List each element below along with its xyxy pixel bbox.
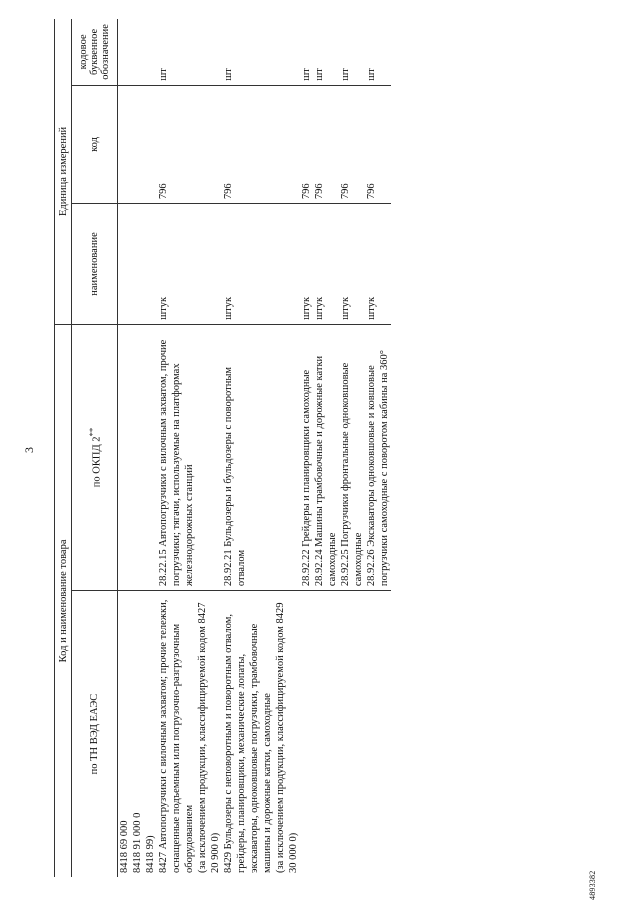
- header-unit-name: наименование: [72, 204, 118, 325]
- okpd-cell: 28.92.22 Грейдеры и планировщики самоходные: [300, 324, 313, 590]
- table-row: [222, 19, 300, 877]
- unit-letter-cell: шт: [222, 19, 300, 85]
- unit-letter-cell: шт: [157, 19, 222, 85]
- header-tn-ved: по ТН ВЭД ЕАЭС: [72, 591, 118, 877]
- header-group-goods: Код и наименование товара: [55, 324, 72, 877]
- tnved-cell: [365, 591, 391, 877]
- okpd-cell: 28.22.15 Автопогрузчики с вилочным захватом, прочие погрузчики; тягачи, используемые на платформах железнодорожных станций: [157, 324, 222, 590]
- unit-code-cell: 796: [365, 85, 391, 203]
- tnved-cell: 8427 Автопогрузчики с вилочным захватом; прочие тележки, оснащенные подъемным или погрузочно-разгрузочным оборудованием (за исключением продукции, классифицируемой кодом 8427 20 900 0): [157, 591, 222, 877]
- unit-code-cell: 796: [339, 85, 365, 203]
- unit-code-cell: 796: [157, 85, 222, 203]
- unit-name-cell: штук: [365, 204, 391, 325]
- table-row: [339, 19, 365, 877]
- unit-code-cell: 796: [313, 85, 339, 203]
- okpd-cell: 28.92.25 Погрузчики фронтальные одноковшовые самоходные: [339, 324, 365, 590]
- tnved-cell: 8429 Бульдозеры с неповоротным и поворотным отвалом, грейдеры, планировщики, механические лопаты, экскаваторы, одноковшовые погрузчики, трамбовочные машины и дорожные катки, самоходные (за исключением продукции, классифицируемой кодом 8429 30 000 0): [222, 591, 300, 877]
- header-okpd-text: по ОКПД 2: [91, 436, 103, 488]
- unit-name-cell: штук: [157, 204, 222, 325]
- tnved-cell: 8418 69 000 8418 91 000 0 8418 99): [118, 591, 158, 877]
- okpd-cell: 28.92.26 Экскаваторы одноковшовые и ковшовые погрузчики самоходные с поворотом кабины на 360°: [365, 324, 391, 590]
- tnved-cell: [339, 591, 365, 877]
- document-id: 4893382: [588, 870, 597, 900]
- unit-letter-cell: [118, 19, 158, 85]
- table-row: [118, 19, 158, 877]
- unit-letter-cell: шт: [300, 19, 313, 85]
- okpd-cell: 28.92.21 Бульдозеры и бульдозеры с поворотным отвалом: [222, 324, 300, 590]
- table-header-row-1: [55, 19, 72, 877]
- unit-letter-cell: шт: [365, 19, 391, 85]
- table-row: [365, 19, 391, 877]
- unit-letter-cell: шт: [339, 19, 365, 85]
- table-header-row-2: [72, 19, 118, 877]
- okpd-cell: 28.92.24 Машины трамбовочные и дорожные катки самоходные: [313, 324, 339, 590]
- goods-table: [54, 19, 391, 877]
- page-number: 3: [22, 447, 36, 453]
- table-row: [300, 19, 313, 877]
- okpd-cell: [118, 324, 158, 590]
- header-okpd-footnote: **: [86, 427, 97, 437]
- tnved-cell: [300, 591, 313, 877]
- header-okpd: [72, 324, 118, 590]
- unit-name-cell: штук: [300, 204, 313, 325]
- header-group-units: Единица измерений: [55, 19, 72, 324]
- unit-code-cell: 796: [222, 85, 300, 203]
- unit-name-cell: [118, 204, 158, 325]
- table-row: [313, 19, 339, 877]
- unit-name-cell: штук: [222, 204, 300, 325]
- tnved-cell: [313, 591, 339, 877]
- table-row: [157, 19, 222, 877]
- unit-letter-cell: шт: [313, 19, 339, 85]
- unit-code-cell: 796: [300, 85, 313, 203]
- unit-name-cell: штук: [313, 204, 339, 325]
- unit-name-cell: штук: [339, 204, 365, 325]
- unit-code-cell: [118, 85, 158, 203]
- header-unit-code: код: [72, 85, 118, 203]
- header-unit-letter: кодовое буквенное обозначение: [72, 19, 118, 85]
